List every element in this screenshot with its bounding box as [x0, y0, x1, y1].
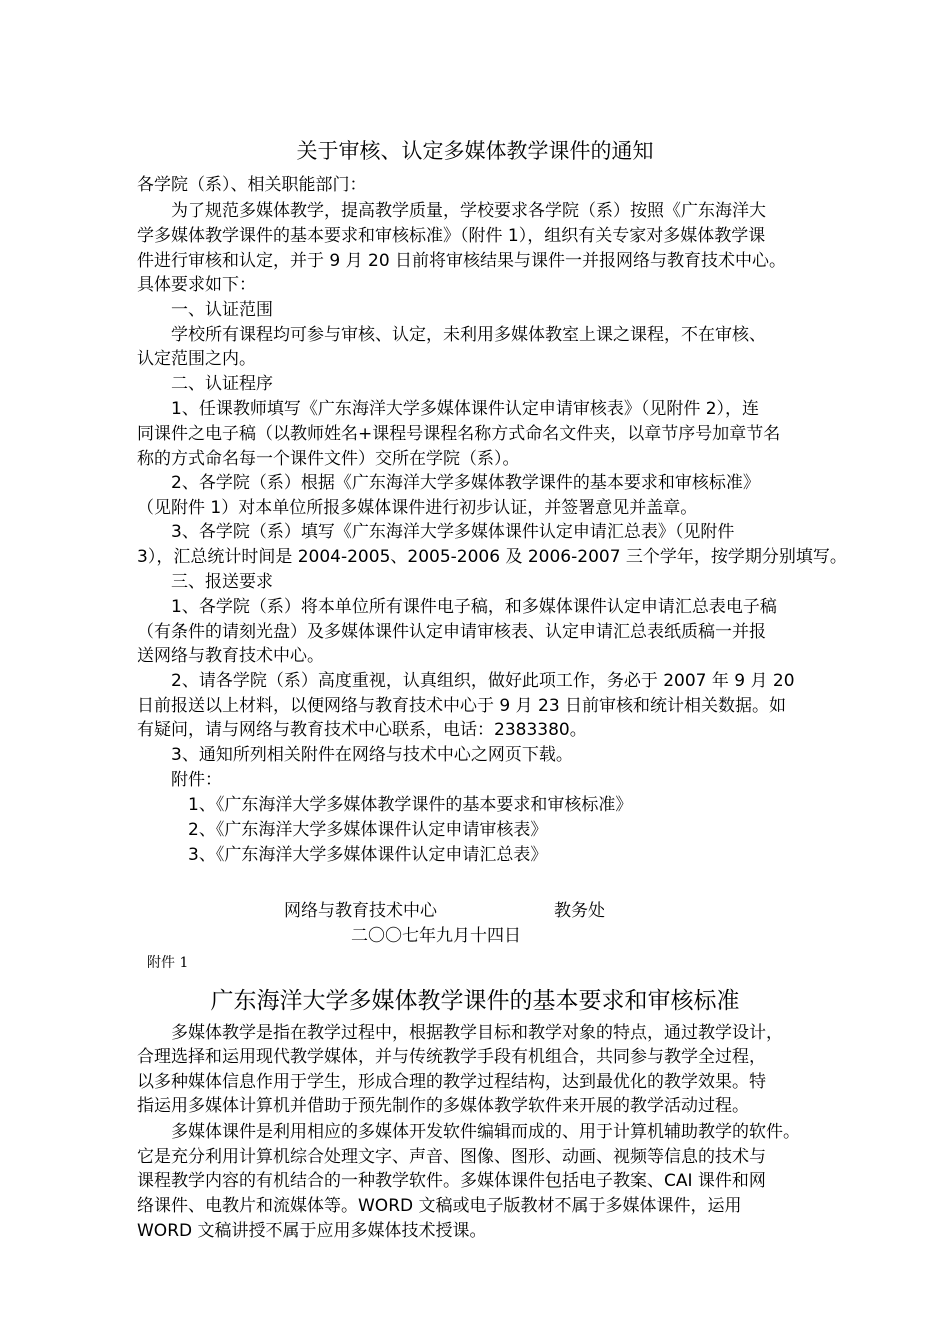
attachment-line: WORD 文稿讲授不属于应用多媒体技术授课。: [137, 1221, 487, 1241]
attachment-label: 附件 1: [147, 955, 189, 971]
notice-line: 同课件之电子稿（以教师姓名+课程号课程名称方式命名文件夹，以章节序号加章节名: [137, 424, 781, 444]
notice-line: 学校所有课程均可参与审核、认定，未利用多媒体教室上课之课程，不在审核、: [137, 325, 766, 345]
attachment-title: 广东海洋大学多媒体教学课件的基本要求和审核标准: [210, 988, 740, 1014]
notice-line: 有疑问，请与网络与教育技术中心联系，电话：2383380。: [137, 720, 587, 740]
attachment-list-item: 3、《广东海洋大学多媒体课件认定申请汇总表》: [137, 845, 548, 865]
attachment-line: 以多种媒体信息作用于学生，形成合理的教学过程结构，达到最优化的教学效果。特: [137, 1072, 766, 1092]
attachments-heading: 附件：: [137, 770, 222, 790]
attachment-line: 络课件、电教片和流媒体等。WORD 文稿或电子版教材不属于多媒体课件，运用: [137, 1196, 742, 1216]
section-heading-submission: 三、报送要求: [137, 572, 273, 592]
notice-line: 3、通知所列相关附件在网络与技术中心之网页下载。: [137, 745, 573, 765]
section-heading-procedure: 二、认证程序: [137, 374, 273, 394]
notice-line: 学多媒体教学课件的基本要求和审核标准》（附件 1），组织有关专家对多媒体教学课: [137, 226, 766, 246]
notice-line: 为了规范多媒体教学，提高教学质量，学校要求各学院（系）按照《广东海洋大: [137, 201, 766, 221]
notice-line: 件进行审核和认定，并于 9 月 20 日前将审核结果与课件一并报网络与教育技术中心。: [137, 251, 787, 271]
attachment-line: 合理选择和运用现代教学媒体，并与传统教学手段有机组合，共同参与教学全过程，: [137, 1047, 766, 1067]
notice-line: 1、任课教师填写《广东海洋大学多媒体课件认定申请审核表》（见附件 2），连: [137, 399, 760, 419]
notice-line: 各学院（系）、相关职能部门：: [137, 175, 367, 195]
notice-line: 送网络与教育技术中心。: [137, 646, 324, 666]
notice-line: （见附件 1）对本单位所报多媒体课件进行初步认证，并签署意见并盖章。: [137, 498, 698, 518]
notice-line: （有条件的请刻光盘）及多媒体课件认定申请审核表、认定申请汇总表纸质稿一并报: [137, 622, 766, 642]
attachment-line: 多媒体课件是利用相应的多媒体开发软件编辑而成的、用于计算机辅助教学的软件。: [137, 1122, 800, 1142]
attachment-line: 课程教学内容的有机结合的一种教学软件。多媒体课件包括电子教案、CAI 课件和网: [137, 1171, 766, 1191]
notice-line: 2、各学院（系）根据《广东海洋大学多媒体教学课件的基本要求和审核标准》: [137, 473, 760, 493]
notice-line: 认定范围之内。: [137, 349, 256, 369]
attachment-list-item: 2、《广东海洋大学多媒体课件认定申请审核表》: [137, 820, 548, 840]
notice-line: 1、各学院（系）将本单位所有课件电子稿，和多媒体课件认定申请汇总表电子稿: [137, 597, 777, 617]
notice-line: 日前报送以上材料，以便网络与教育技术中心于 9 月 23 日前审核和统计相关数据。如: [137, 696, 787, 716]
attachment-line: 它是充分利用计算机综合处理文字、声音、图像、图形、动画、视频等信息的技术与: [137, 1147, 766, 1167]
section-heading-scope: 一、认证范围: [137, 300, 273, 320]
signature-org-academic-affairs: 教务处: [554, 901, 605, 921]
attachment-line: 指运用多媒体计算机并借助于预先制作的多媒体教学软件来开展的教学活动过程。: [137, 1096, 749, 1116]
notice-title: 关于审核、认定多媒体教学课件的通知: [296, 139, 654, 163]
attachment-list-item: 1、《广东海洋大学多媒体教学课件的基本要求和审核标准》: [137, 795, 633, 815]
signature-date: 二〇〇七年九月十四日: [351, 926, 521, 946]
attachment-line: 多媒体教学是指在教学过程中，根据教学目标和教学对象的特点，通过教学设计，: [137, 1023, 783, 1043]
notice-line: 3），汇总统计时间是 2004-2005、2005-2006 及 2006-2007 三个学年，按学期分别填写。: [137, 547, 847, 567]
notice-line: 2、请各学院（系）高度重视，认真组织，做好此项工作，务必于 2007 年 9 月 20: [137, 671, 795, 691]
notice-line: 称的方式命名每一个课件文件）交所在学院（系）。: [137, 449, 520, 469]
notice-line: 具体要求如下：: [137, 275, 256, 295]
signature-org-network-center: 网络与教育技术中心: [284, 901, 437, 921]
notice-line: 3、各学院（系）填写《广东海洋大学多媒体课件认定申请汇总表》（见附件: [137, 522, 735, 542]
